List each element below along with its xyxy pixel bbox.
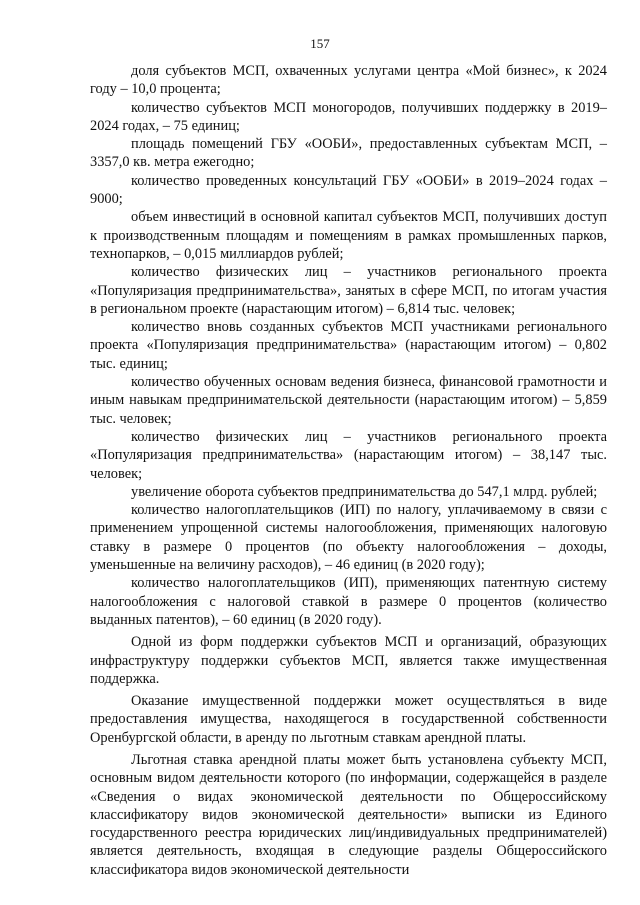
- paragraph-monotown-msp-support: количество субъектов МСП моногородов, получивших поддержку в 2019–2024 годах, – 75 единиц;: [90, 99, 607, 134]
- paragraph-oobi-consultations: количество проведенных консультаций ГБУ «ООБИ» в 2019–2024 годах – 9000;: [90, 172, 607, 208]
- paragraph-property-lease: Оказание имущественной поддержки может осуществляться в виде предоставления имущества, находящегося в государственной собственности Оренбургской области, в аренду по льготным ставкам арендной платы.: [90, 693, 607, 746]
- paragraph-trained-people: количество обученных основам ведения бизнеса, финансовой грамотности и иным навыкам предпринимательской деятельности (нарастающим итогом) – 5,859 тыс. человек;: [90, 374, 607, 427]
- paragraph-oobi-premises-area: площадь помещений ГБУ «ООБИ», предоставленных субъектам МСП, – 3357,0 кв. метра ежегодно;: [90, 136, 607, 171]
- paragraph-project-participants: количество физических лиц – участников регионального проекта «Популяризация предпринимательства» (нарастающим итогом) – 38,147 тыс. человек;: [90, 428, 607, 482]
- page-number: 157: [310, 36, 330, 51]
- paragraph-fixed-capital-investment: объем инвестиций в основной капитал субъектов МСП, получивших доступ к производственным площадям и помещениям в рамках промышленных парков, технопарков, – 0,015 миллиардов рублей;: [90, 209, 607, 262]
- paragraph-msp-share-moi-biznes: доля субъектов МСП, охваченных услугами центра «Мой бизнес», к 2024 году – 10,0 процента;: [90, 63, 607, 98]
- paragraph-individuals-employed: количество физических лиц – участников регионального проекта «Популяризация предпринимательства», занятых в сфере МСП, по итогам участия в региональном проекте (нарастающим итогом) – 6,814 тыс. человек;: [90, 264, 607, 317]
- paragraph-simplified-tax-payers: количество налогоплательщиков (ИП) по налогу, уплачиваемому в связи с применением упрощенной системы налогообложения, применяющих налоговую ставку в размере 0 процентов (по объекту налогообложения – доходы, уменьшенные на величину расходов), – 46 единиц (в 2020 году);: [90, 502, 607, 574]
- paragraph-preferential-rate: Льготная ставка арендной платы может быть установлена субъекту МСП, основным видом деятельности которого (по информации, содержащейся в разделе «Сведения о видах экономической деятельности по Общероссийскому классификатору видов экономической деятельности» выписки из Единого государственного реестра юридических лиц/индивидуальных предпринимателей) является деятельность, входящая в следующие разделы Общероссийского классификатора видов экономической деятельности: [90, 751, 607, 878]
- paragraph-new-msp-created: количество вновь созданных субъектов МСП участниками регионального проекта «Популяризация предпринимательства» (нарастающим итогом) – 0,802 тыс. единиц;: [90, 319, 607, 372]
- paragraph-patent-tax-payers: количество налогоплательщиков (ИП), применяющих патентную систему налогообложения с налоговой ставкой в размере 0 процентов (количество выданных патентов), – 60 единиц (в 2020 году).: [90, 575, 607, 628]
- body-text: [90, 62, 607, 879]
- paragraph-turnover-increase: увеличение оборота субъектов предпринимательства до 547,1 млрд. рублей;: [131, 483, 598, 500]
- paragraph-property-support: Одной из форм поддержки субъектов МСП и организаций, образующих инфраструктуру поддержки субъектов МСП, является также имущественная поддержка.: [90, 634, 607, 687]
